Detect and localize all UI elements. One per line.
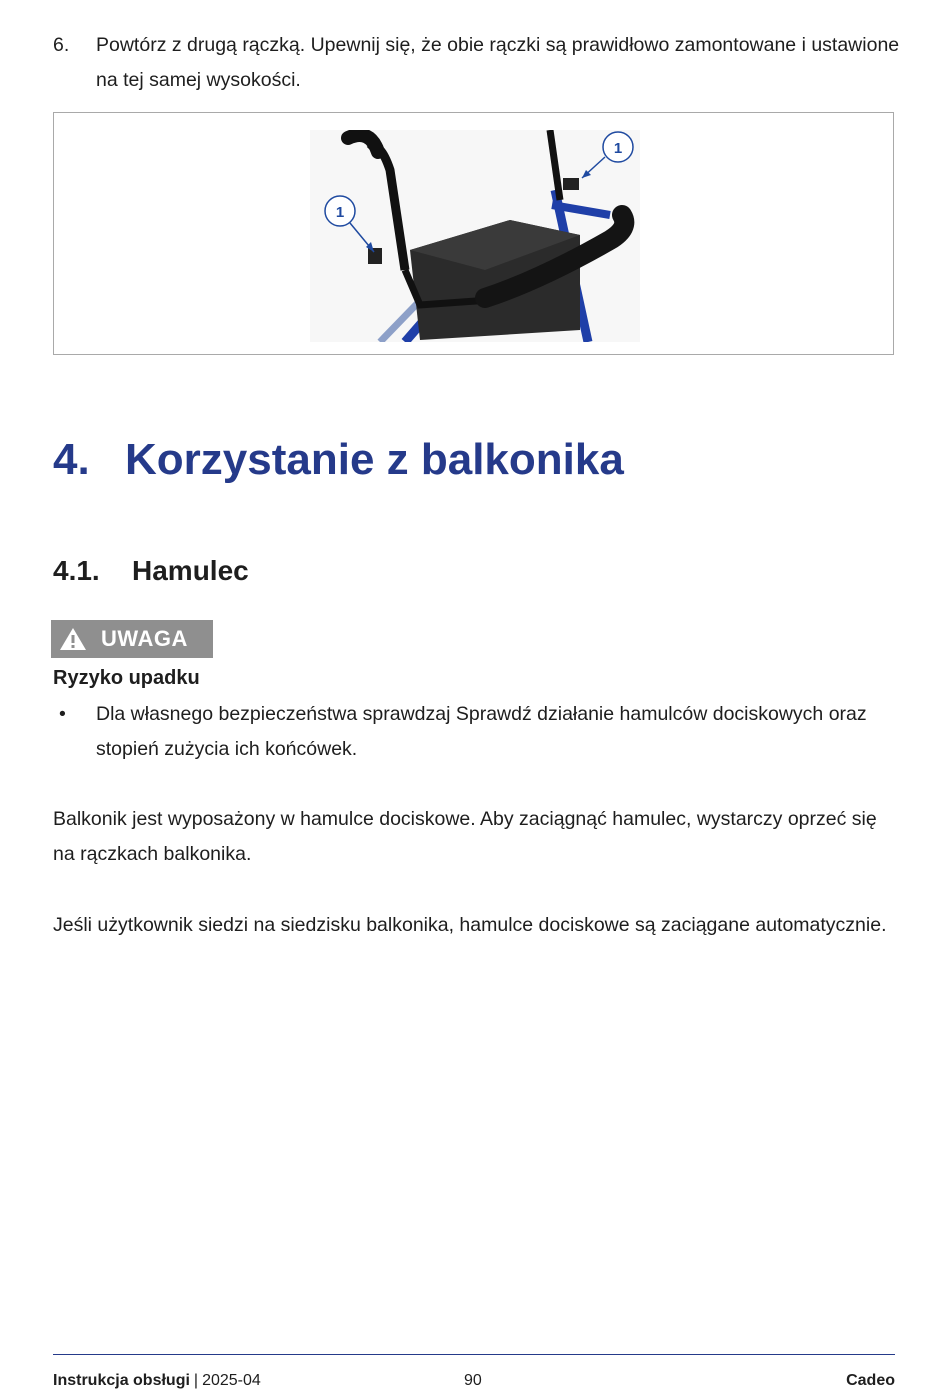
bullet-symbol: • bbox=[59, 703, 66, 725]
walker-handle-illustration bbox=[310, 130, 640, 342]
page-footer bbox=[53, 1372, 895, 1398]
footer-left bbox=[53, 1372, 261, 1390]
figure-frame bbox=[53, 112, 894, 355]
section-title: Korzystanie z balkonika bbox=[125, 435, 624, 484]
footer-brand: Cadeo bbox=[846, 1372, 895, 1389]
footer-date: 2025-04 bbox=[202, 1372, 261, 1389]
section-heading bbox=[53, 432, 624, 488]
footer-divider bbox=[53, 1354, 895, 1355]
page-number: 90 bbox=[464, 1372, 482, 1389]
step-text: Powtórz z drugą rączką. Upewnij się, że obie rączki są prawidłowo zamontowane i ustawione na tej samej wysokości. bbox=[96, 34, 900, 91]
step-number: 6. bbox=[53, 34, 70, 56]
subsection-number: 4.1. bbox=[53, 555, 100, 586]
warning-label: UWAGA bbox=[101, 626, 188, 651]
footer-separator: | bbox=[193, 1372, 199, 1389]
warning-badge bbox=[51, 620, 213, 658]
paragraph-auto-brake: Jeśli użytkownik siedzi na siedzisku balkonika, hamulce dociskowe są zaciągane automatycznie. bbox=[53, 914, 887, 936]
bullet-text: Dla własnego bezpieczeństwa sprawdzaj Sprawdź działanie hamulców dociskowych oraz stopień zużycia ich końcówek. bbox=[96, 703, 867, 760]
callout-left-label: 1 bbox=[335, 204, 345, 221]
subsection-title: Hamulec bbox=[132, 555, 249, 586]
section-number: 4. bbox=[53, 435, 90, 484]
paragraph-brake-usage: Balkonik jest wyposażony w hamulce dociskowe. Aby zaciągnąć hamulec, wystarczy oprzeć się na rączkach balkonika. bbox=[53, 808, 877, 865]
warning-bullet bbox=[53, 697, 903, 767]
subsection-heading bbox=[53, 552, 249, 590]
callout-right-label: 1 bbox=[613, 140, 623, 157]
risk-title: Ryzyko upadku bbox=[53, 667, 200, 689]
step-6 bbox=[53, 28, 903, 98]
warning-triangle-icon bbox=[59, 627, 87, 651]
footer-doc-title: Instrukcja obsługi bbox=[53, 1372, 190, 1389]
